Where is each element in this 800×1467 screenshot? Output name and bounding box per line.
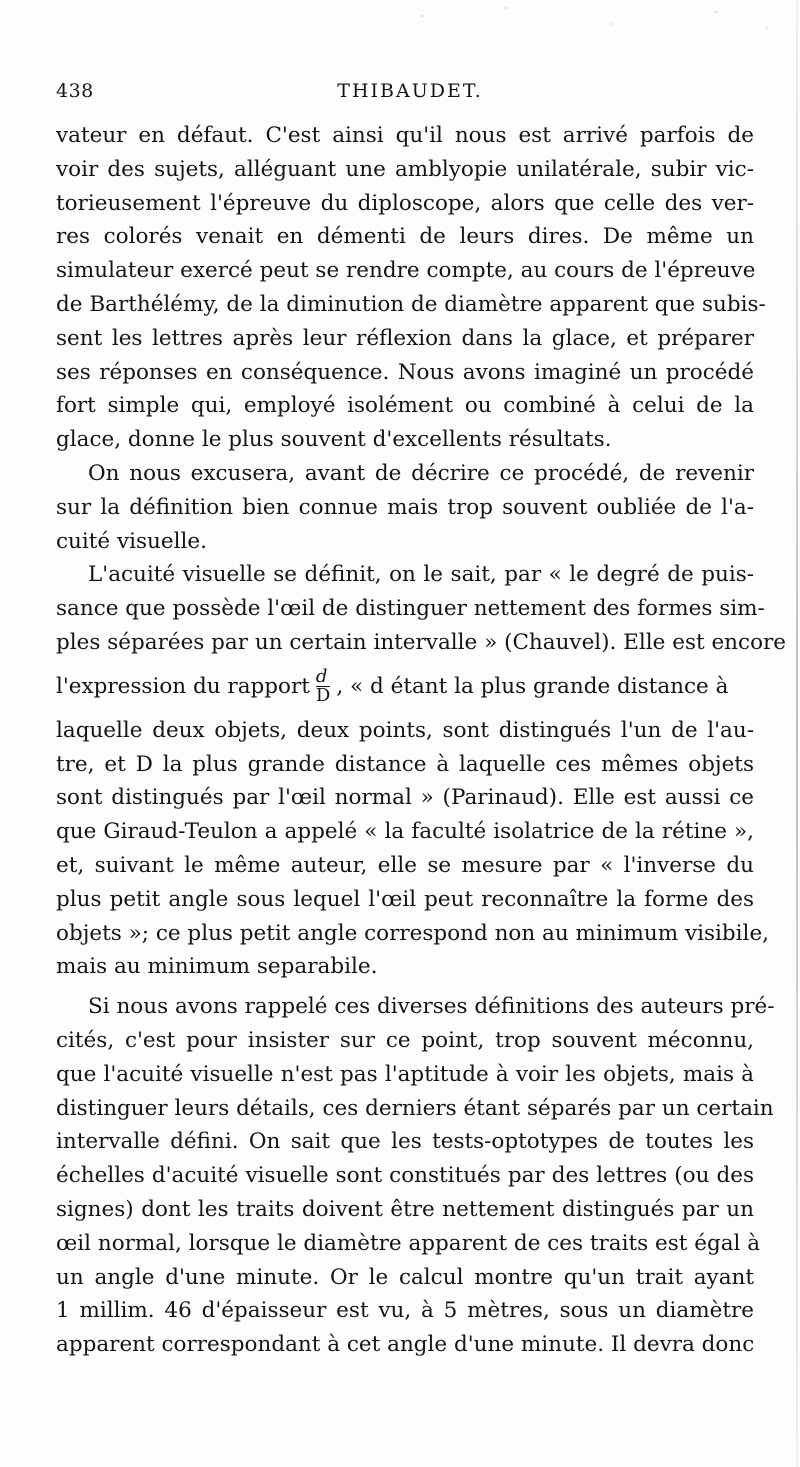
- text-line-start: l'expression du rapport: [56, 673, 310, 699]
- page-number: 438: [56, 80, 94, 102]
- page-edge-shadow: [796, 0, 798, 1467]
- text-line: cités, c'est pour insister sur ce point, trop souvent méconnu,: [56, 1027, 754, 1053]
- scan-noise-decoration: [380, 0, 800, 40]
- text-line: intervalle défini. On sait que les tests-optotypes de toutes les: [56, 1129, 754, 1155]
- text-line: échelles d'acuité visuelle sont constitués par des lettres (ou des: [56, 1163, 754, 1189]
- text-line: signes) dont les traits doivent être nettement distingués par un: [56, 1196, 754, 1222]
- text-line: de Barthélémy, de la diminution de diamètre apparent que subis-: [56, 291, 766, 317]
- text-line: objets »; ce plus petit angle correspond non au minimum visibile,: [56, 920, 769, 946]
- text-line: un angle d'une minute. Or le calcul montre qu'un trait ayant: [56, 1264, 754, 1290]
- text-line: cuité visuelle.: [56, 528, 207, 554]
- text-line: et, suivant le même auteur, elle se mesure par « l'inverse du: [56, 852, 754, 878]
- ratio-fraction: [316, 668, 330, 705]
- text-line: sont distingués par l'œil normal » (Parinaud). Elle est aussi ce: [56, 785, 754, 811]
- text-line: que Giraud-Teulon a appelé « la faculté isolatrice de la rétine »,: [56, 819, 754, 845]
- text-line-end: , « d étant la plus grande distance à: [336, 673, 729, 699]
- fraction-text-line: [56, 660, 754, 714]
- text-line: tre, et D la plus grande distance à laquelle ces mêmes objets: [56, 751, 754, 777]
- text-line: sance que possède l'œil de distinguer nettement des formes sim-: [56, 596, 765, 622]
- body-text: [56, 119, 787, 1362]
- text-line: voir des sujets, alléguant une amblyopie unilatérale, subir vic-: [56, 156, 754, 182]
- text-line: sur la définition bien connue mais trop souvent oubliée de l'a-: [56, 494, 754, 520]
- text-line: res colorés venait en démenti de leurs dires. De même un: [56, 224, 754, 250]
- text-line: Si nous avons rappelé ces diverses définitions des auteurs pré-: [88, 994, 775, 1020]
- text-line: mais au minimum separabile.: [56, 954, 378, 980]
- running-title: THIBAUDET.: [337, 80, 483, 102]
- text-line: glace, donne le plus souvent d'excellents résultats.: [56, 427, 612, 453]
- text-line: plus petit angle sous lequel l'œil peut reconnaître la forme des: [56, 886, 754, 912]
- text-line: 1 millim. 46 d'épaisseur est vu, à 5 mètres, sous un diamètre: [56, 1298, 754, 1324]
- running-header: [56, 80, 756, 110]
- text-line: fort simple qui, employé isolément ou combiné à celui de la: [56, 393, 754, 419]
- text-line: On nous excusera, avant de décrire ce procédé, de revenir: [88, 460, 754, 486]
- text-line: sent les lettres après leur réflexion dans la glace, et préparer: [56, 325, 754, 351]
- text-line: que l'acuité visuelle n'est pas l'aptitude à voir les objets, mais à: [56, 1061, 754, 1087]
- text-line: œil normal, lorsque le diamètre apparent de ces traits est égal à: [56, 1230, 761, 1256]
- text-line: distinguer leurs détails, ces derniers étant séparés par un certain: [56, 1095, 774, 1121]
- text-line: vateur en défaut. C'est ainsi qu'il nous est arrivé parfois de: [56, 123, 754, 148]
- fraction-numerator: d: [315, 666, 328, 688]
- text-line: ses réponses en conséquence. Nous avons imaginé un procédé: [56, 359, 754, 385]
- fraction-denominator: D: [315, 685, 331, 707]
- text-line: simulateur exercé peut se rendre compte, au cours de l'épreuve: [56, 258, 756, 284]
- text-line: torieusement l'épreuve du diploscope, alors que celle des ver-: [56, 190, 754, 216]
- text-line: laquelle deux objets, deux points, sont distingués l'un de l'au-: [56, 717, 754, 743]
- text-line: L'acuité visuelle se définit, on le sait, par « le degré de puis-: [88, 562, 754, 588]
- text-line: ples séparées par un certain intervalle » (Chauvel). Elle est encore: [56, 629, 787, 655]
- text-line: apparent correspondant à cet angle d'une minute. Il devra donc: [56, 1332, 755, 1358]
